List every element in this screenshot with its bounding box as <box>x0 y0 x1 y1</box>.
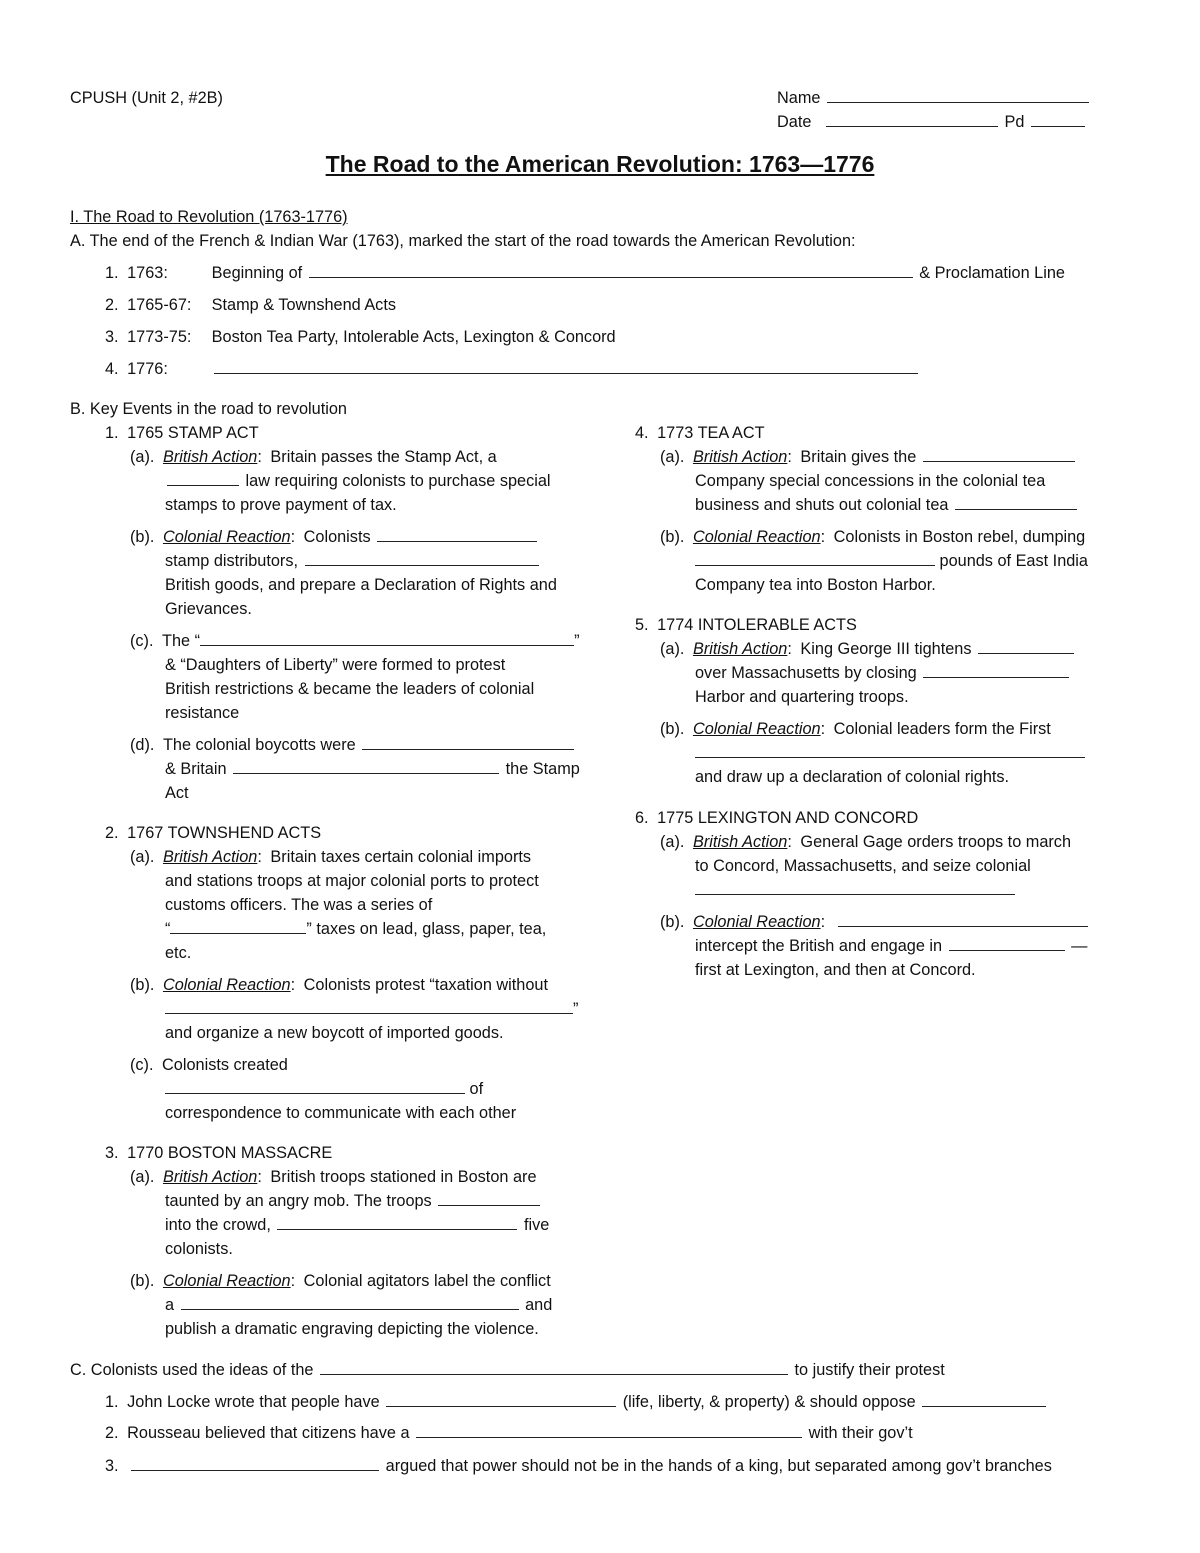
sub-item: (b). Colonial Reaction: Colonists in Boston rebel, dumping <box>660 528 1086 546</box>
answer-blank[interactable] <box>922 1391 1046 1407</box>
date-line <box>777 111 1087 133</box>
section-a-intro: A. The end of the French & Indian War (1763), marked the start of the road towards the American Revolution: <box>70 232 856 250</box>
answer-blank[interactable] <box>309 262 913 278</box>
answer-blank[interactable] <box>200 630 574 646</box>
timeline-item: 3. 1773-75: Boston Tea Party, Intolerable Acts, Lexington & Concord <box>105 328 616 346</box>
section-1-heading: I. The Road to Revolution (1763-1776) <box>70 208 348 226</box>
name-line <box>777 87 1091 109</box>
name-field[interactable] <box>827 87 1089 103</box>
answer-blank[interactable] <box>131 1455 379 1471</box>
sub-item: (b). Colonial Reaction: <box>660 911 1090 933</box>
answer-blank[interactable] <box>277 1214 517 1230</box>
answer-blank[interactable] <box>695 879 1015 895</box>
sub-item: (b). Colonial Reaction: Colonists protest “taxation without <box>130 976 548 994</box>
pd-label: Pd <box>1004 113 1025 131</box>
event-title: 6. 1775 LEXINGTON AND CONCORD <box>635 809 919 827</box>
answer-blank[interactable] <box>416 1422 802 1438</box>
answer-blank[interactable] <box>214 358 918 374</box>
sub-item: (d). The colonial boycotts were <box>130 734 576 756</box>
event-title: 5. 1774 INTOLERABLE ACTS <box>635 616 857 634</box>
section-b-heading: B. Key Events in the road to revolution <box>70 400 347 418</box>
sub-item: (c). Colonists created <box>130 1056 288 1074</box>
sub-item: (a). British Action: General Gage orders troops to march <box>660 833 1072 851</box>
sub-item: (a). British Action: Britain passes the Stamp Act, a <box>130 448 497 466</box>
answer-blank[interactable] <box>438 1190 540 1206</box>
answer-blank[interactable] <box>165 998 573 1014</box>
answer-blank[interactable] <box>695 742 1085 758</box>
answer-blank[interactable] <box>377 526 537 542</box>
event-title: 2. 1767 TOWNSHEND ACTS <box>105 824 322 842</box>
event-title: 3. 1770 BOSTON MASSACRE <box>105 1144 333 1162</box>
course-label: CPUSH (Unit 2, #2B) <box>70 89 223 107</box>
answer-blank[interactable] <box>695 550 935 566</box>
answer-blank[interactable] <box>165 1078 465 1094</box>
sub-item: (a). British Action: King George III tightens <box>660 638 1076 660</box>
name-label: Name <box>777 89 821 107</box>
answer-blank[interactable] <box>170 918 306 934</box>
answer-blank[interactable] <box>320 1359 788 1375</box>
answer-blank[interactable] <box>233 758 499 774</box>
section-c-intro: C. Colonists used the ideas of the to justify their protest <box>70 1361 945 1379</box>
answer-blank[interactable] <box>386 1391 616 1407</box>
sub-item: (c). The “ ” <box>130 632 580 650</box>
sub-item: (b). Colonial Reaction: Colonial agitators label the conflict <box>130 1272 551 1290</box>
answer-blank[interactable] <box>978 638 1074 654</box>
answer-blank[interactable] <box>955 494 1077 510</box>
date-field[interactable] <box>826 111 998 127</box>
event-title: 4. 1773 TEA ACT <box>635 424 765 442</box>
answer-blank[interactable] <box>167 470 239 486</box>
event-title: 1. 1765 STAMP ACT <box>105 424 259 442</box>
date-label: Date <box>777 113 812 131</box>
answer-blank[interactable] <box>305 550 539 566</box>
ideas-item: 2. Rousseau believed that citizens have a with their gov’t <box>105 1424 913 1442</box>
answer-blank[interactable] <box>923 446 1075 462</box>
ideas-item: 3. argued that power should not be in the hands of a king, but separated among gov’t branches <box>105 1457 1052 1475</box>
sub-item: (b). Colonial Reaction: Colonial leaders form the First <box>660 720 1051 738</box>
sub-item: (a). British Action: Britain gives the <box>660 446 1077 468</box>
answer-blank[interactable] <box>949 935 1065 951</box>
pd-field[interactable] <box>1031 111 1085 127</box>
ideas-item: 1. John Locke wrote that people have (life, liberty, & property) & should oppose <box>105 1391 1048 1413</box>
sub-item: (b). Colonial Reaction: Colonists <box>130 526 539 548</box>
answer-blank[interactable] <box>362 734 574 750</box>
timeline-item: 2. 1765-67: Stamp & Townshend Acts <box>105 296 396 314</box>
answer-blank[interactable] <box>181 1294 519 1310</box>
answer-blank[interactable] <box>838 911 1088 927</box>
timeline-item: 4. 1776: <box>105 358 920 380</box>
sub-item: (a). British Action: Britain taxes certain colonial imports <box>130 848 532 866</box>
sub-item: (a). British Action: British troops stationed in Boston are <box>130 1168 537 1186</box>
answer-blank[interactable] <box>923 662 1069 678</box>
timeline-item: 1. 1763: Beginning of & Proclamation Line <box>105 264 1065 282</box>
page-title: The Road to the American Revolution: 1763—1776 <box>325 151 875 177</box>
worksheet-page: CPUSH (Unit 2, #2B) Name Date Pd The Road to the American Revolution: 1763—1776 I. The Road to Revolution (1763-1776) A. The end of the French & Indian War (1763), marked the start of the road towards the American Revolution: 1. 1763: Beginning of & Proclamation Line 2. 1765-67: Stamp & Townshend Acts 3. 1773-75: Boston Tea Party, Intolerable Acts, Lexington & Concord 4. 1776: B. Key Events in the road to revolution 1. 1765 STAMP ACT (a). British Action: Britain passes the Stamp Act, a law requiring colonists to purchase special stamps to prove payment of tax. (b). Colonial Reaction: Colonists stamp distributors, British goods, and prepare a Declaration of Rights and Grievances. (c). The “ ” & “Daughters of Liberty” were formed to protest British restrictions & became the leaders of colonial resistance (d). The colonial boycotts were & Britain the Stamp Act 2. 1767 TOWNSHEND ACTS (a). British Action: Britain taxes certain colonial imports and stations troops at major colonial ports to protect customs officers. The was a series of “ ” taxes on lead, glass, paper, tea, etc. (b). Colonial Reaction: Colonists protest “taxation without ” and organize a new boycott of imported goods. (c). Colonists created of correspondence to communicate with each other 3. 1770 BOSTON MASSACRE (a). British Action: British troops stationed in Boston are taunted by an angry mob. The troops into the crowd, five colonists. (b). Colonial Reaction: Colonial agitators label the conflict a and publish a dramatic engraving depicting the violence. 4. 1773 TEA ACT (a). British Action: Britain gives the Company special concessions in the colonial tea business and shuts out colonial tea (b). Colonial Reaction: Colonists in Boston rebel, dumping pounds of East India Company tea into Boston Harbor. 5. 1774 INTOLERABLE ACTS (a). British Action: King George III tightens over Massachusetts by closing Harbor and quartering troops. (b). Colonial Reaction: Colonial leaders form the First and draw up a declaration of colonial rights. 6. 1775 LEXINGTON AND CONCORD (a). British Action: General Gage orders troops to march to Concord, Massachusetts, and seize colonial (b). Colonial Reaction: intercept the British and engage in — first at Lexington, and then at Concord. C. Colonists used the ideas of the to justify their protest 1. John Locke wrote that people have (life, liberty, & property) & should oppose 2. Rousseau believed that citizens have a with their gov’t 3. argued that power should not be in the hands of a king, but separated among gov’t branches <box>0 0 1200 1553</box>
